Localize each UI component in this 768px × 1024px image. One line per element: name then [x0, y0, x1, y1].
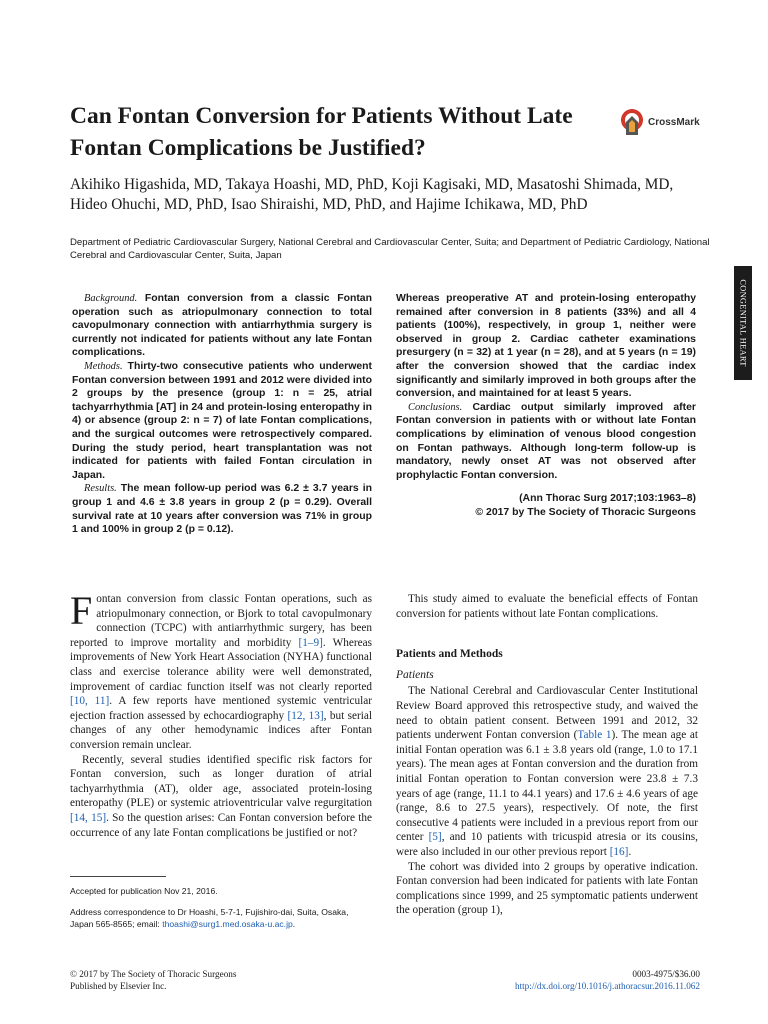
intro-text: Recently, several studies identified specific risk factors for Fontan conversion, such as longer duration of atrial tachyarrhythmia (AT), older age, associated protein-losing enteropathy (PLE) or systemic atrioventricular valve regurgitation — [70, 753, 372, 810]
abstract-results-continued: Whereas preoperative AT and protein-losing enteropathy remained after conversion in 8 patients (33%) and all 4 patients (100%), respectively, in group 1, neither were observed in group 2. Cardiac catheter examinations presurgery (n = 32) at 1 year (n = 28), and at 5 years (n = 19) after the conversion showed that the cardiac index significantly and similarly improved in both groups after the conversion, and maintained for at least 5 years. — [396, 293, 696, 400]
footer-left — [70, 968, 236, 992]
abstract-left-column — [72, 292, 372, 537]
abstract-background-text: Fontan conversion from a classic Fontan operation such as atriopulmonary connection to total cavopulmonary connection with antiarrhythmia surgery is currently not indicated for patients without any late Fontan complications. — [72, 293, 372, 359]
methods-text: . — [628, 845, 632, 858]
body-right-column — [396, 592, 698, 918]
address-text: Address correspondence to Dr Hoashi, 5-7-1, Fujishiro-dai, Suita, Osaka, Japan 565-8565; email: — [70, 906, 349, 929]
footer-right — [515, 968, 700, 992]
doi-link[interactable]: http://dx.doi.org/10.1016/j.athoracsur.2016.11.062 — [514, 981, 700, 991]
intro-text: . So the question arises: Can Fontan conversion before the occurrence of any late Fontan complications be justified or not? — [70, 811, 372, 839]
correspondence-address — [70, 906, 372, 931]
crossmark-icon — [620, 108, 644, 136]
article-title: Can Fontan Conversion for Patients Without Late Fontan Complications be Justified? — [70, 103, 573, 161]
citation-line: (Ann Thorac Surg 2017;103:1963–8) — [519, 493, 696, 505]
methods-text: ). The mean age at initial Fontan operation was 6.1 ± 3.8 years old (range, 1.0 to 17.1 years). The mean ages at Fontan conversion and the duration from initial Fontan operation to Fontan conversion were 23.8 ± 7.3 years of age (range, 11.1 to 44.1 years) and 17.6 ± 4.6 years of age (range, 8.6 to 27.5 years), respectively. Of note, the first consecutive 4 patients were included in a previous report from our center — [396, 729, 698, 844]
reference-link[interactable]: [5] — [428, 831, 442, 844]
abstract-results-text: The mean follow-up period was 6.2 ± 3.7 years in group 1 and 4.6 ± 3.8 years in group 2 (p = 0.29). Overall survival rate at 10 years after conversion was 71% in group 1 and 100% in group 2 (p = 0.12). — [72, 483, 372, 536]
drop-cap: F — [70, 588, 93, 633]
abstract-conclusions-label: Conclusions. — [408, 401, 463, 413]
abstract-methods — [72, 360, 372, 482]
intro-paragraph-1 — [70, 588, 372, 753]
section-heading-patients-methods: Patients and Methods — [396, 648, 503, 661]
abstract-results-label: Results. — [84, 483, 117, 495]
section-side-tab — [734, 266, 752, 380]
footer-issn-price: 0003-4975/$36.00 — [632, 969, 700, 979]
abstract-conclusions — [396, 401, 696, 483]
intro-text: , but serial changes of any other hemodynamic indices after Fontan conversion remain unclear. — [70, 709, 372, 751]
affiliation: Department of Pediatric Cardiovascular Surgery, National Cerebral and Cardiovascular Center, Suita; and Department of Pediatric Cardiology, National Cerebral and Cardiovascular Center, Suita, Japan — [70, 237, 710, 261]
methods-text: The National Cerebral and Cardiovascular Center Institutional Review Board approved this retrospective study, and waived the need to obtain patient consent. Between 1991 and 2012, 32 patients underwent Fontan conversion ( — [396, 685, 698, 742]
reference-link[interactable]: [14, 15] — [70, 811, 107, 824]
abstract-right-column — [396, 292, 696, 520]
crossmark-label: CrossMark — [648, 116, 700, 128]
abstract-background — [72, 292, 372, 360]
intro-paragraph-2 — [70, 753, 372, 841]
reference-link[interactable]: [10, 11] — [70, 695, 110, 708]
abstract-conclusions-text: Cardiac output similarly improved after Fontan conversion in patients with or without late Fontan complications by elimination of venous blood congestion on Fontan pathways. Although long-term follow-up is mandatory, newly onset AT was not observed after prophylactic Fontan conversion. — [396, 401, 696, 481]
intro-text: . Whereas improvements of New York Heart Association (NYHA) functional class and exercise tolerance ability were well demonstrated, improvement of cardiac function itself was not clearly reported — [70, 636, 372, 693]
footer-copyright: © 2017 by The Society of Thoracic Surgeons — [70, 969, 237, 979]
patients-paragraph-1 — [396, 684, 698, 859]
reference-link[interactable]: [16] — [609, 845, 629, 858]
footer-publisher: Published by Elsevier Inc. — [70, 981, 167, 991]
footnotes — [70, 876, 372, 939]
address-end: . — [292, 919, 296, 929]
author-list: Akihiko Higashida, MD, Takaya Hoashi, MD, PhD, Koji Kagisaki, MD, Masatoshi Shimada, MD, Hideo Ohuchi, MD, PhD, Isao Shiraishi, MD, PhD, and Hajime Ichikawa, MD, PhD — [70, 176, 674, 213]
table-link[interactable]: Table 1 — [577, 729, 612, 742]
email-link[interactable]: thoashi@surg1.med.osaka-u.ac.jp — [162, 919, 293, 929]
patients-paragraph-2: The cohort was divided into 2 groups by operative indication. Fontan conversion had been indicated for patients with late Fontan complications since 1999, and 25 symptomatic patients underwent the operation (group 1), — [396, 860, 698, 917]
intro-text: . A few reports have mentioned systemic ventricular ejection fraction assessed by echocardiography — [70, 695, 372, 722]
abstract-results — [72, 482, 372, 536]
accepted-date: Accepted for publication Nov 21, 2016. — [70, 886, 218, 896]
abstract-background-label: Background. — [84, 293, 138, 304]
abstract-methods-label: Methods. — [84, 360, 123, 372]
subsection-heading-patients: Patients — [396, 668, 434, 681]
body-left-column — [70, 588, 372, 840]
reference-link[interactable]: [1–9] — [298, 636, 323, 649]
aim-paragraph: This study aimed to evaluate the beneficial effects of Fontan conversion for patients without late Fontan complications. — [396, 593, 698, 620]
copyright-line: © 2017 by The Society of Thoracic Surgeons — [475, 506, 696, 518]
intro-text: ontan conversion from classic Fontan operations, such as atriopulmonary connection, or Bjork to total cavopulmonary connection (TCPC) with antiarrhythmic surgery, has been reported to improve mortality and morbidity — [70, 593, 372, 649]
abstract-methods-text: Thirty-two consecutive patients who underwent Fontan conversion between 1991 and 2012 were divided into 2 groups by the presence (group 1: n = 25, atrial tachyarrhythmia [AT] in 24 and protein-losing enteropathy in 4) or absence (group 2: n = 7) of late Fontan complications, and the surgical outcomes were retrospectively compared. During the study period, heart transplantation was not indicated for patients with failed Fontan circulation in Japan. — [72, 360, 372, 481]
footnote-divider — [70, 876, 166, 877]
methods-text: , and 10 patients with tricuspid atresia or its cousins, were also included in our other previous report — [396, 831, 698, 858]
reference-link[interactable]: [12, 13] — [287, 709, 324, 722]
side-tab-label: CONGENITAL HEART — [738, 279, 748, 367]
journal-citation — [396, 492, 696, 519]
crossmark-badge[interactable] — [620, 108, 700, 136]
